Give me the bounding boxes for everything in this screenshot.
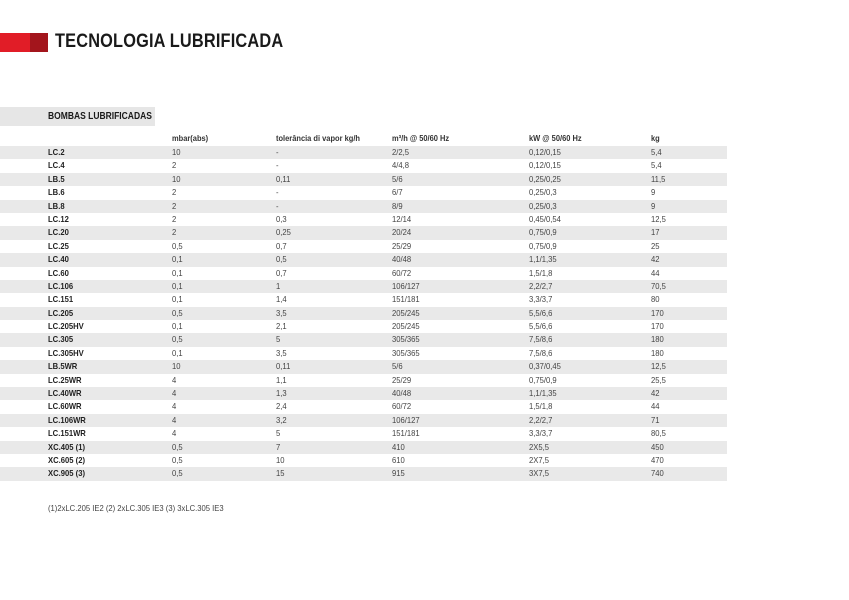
cell-flow: 106/127 xyxy=(392,280,420,291)
cell-mbar: 10 xyxy=(172,147,181,157)
cell-vapor-tolerance: 5 xyxy=(276,334,281,345)
table-row xyxy=(0,280,727,293)
cell-model: LC.25 xyxy=(48,240,69,251)
cell-model: LC.305HV xyxy=(48,347,84,358)
cell-flow: 40/48 xyxy=(392,388,412,399)
table-row xyxy=(0,293,727,306)
cell-flow: 40/48 xyxy=(392,254,412,265)
cell-vapor-tolerance: 1,1 xyxy=(276,374,287,385)
cell-mbar: 0,5 xyxy=(172,468,183,479)
accent-block-red xyxy=(0,33,30,52)
cell-model: LC.151 xyxy=(48,294,74,305)
cell-mbar: 0,5 xyxy=(172,334,183,345)
cell-mbar: 2 xyxy=(172,227,177,238)
cell-flow: 305/365 xyxy=(392,347,420,358)
cell-power: 3X7,5 xyxy=(529,468,549,479)
cell-mbar: 2 xyxy=(172,187,177,198)
cell-weight: 71 xyxy=(651,414,660,425)
cell-model: LC.106WR xyxy=(48,414,86,425)
table-row xyxy=(0,213,727,226)
table-row xyxy=(0,454,727,467)
cell-power: 7,5/8,6 xyxy=(529,347,553,358)
cell-flow: 151/181 xyxy=(392,294,420,305)
cell-flow: 25/29 xyxy=(392,374,412,385)
cell-model: LC.40 xyxy=(48,254,69,265)
page-title: TECNOLOGIA LUBRIFICADA xyxy=(55,31,284,52)
table-row xyxy=(0,186,727,199)
cell-mbar: 10 xyxy=(172,173,181,184)
table-row xyxy=(0,253,727,266)
cell-mbar: 0,1 xyxy=(172,280,183,291)
cell-power: 2X5,5 xyxy=(529,441,549,452)
cell-vapor-tolerance: - xyxy=(276,187,279,198)
table-row xyxy=(0,427,727,440)
cell-mbar: 0,1 xyxy=(172,267,183,278)
cell-flow: 151/181 xyxy=(392,428,420,439)
table-row xyxy=(0,441,727,454)
cell-mbar: 0,5 xyxy=(172,240,183,251)
cell-weight: 80 xyxy=(651,294,660,305)
cell-vapor-tolerance: 2,1 xyxy=(276,321,287,332)
cell-mbar: 2 xyxy=(172,213,177,224)
cell-power: 0,45/0,54 xyxy=(529,213,561,224)
section-label: BOMBAS LUBRIFICADAS xyxy=(48,111,152,122)
cell-weight: 25 xyxy=(651,240,660,251)
cell-model: LC.60 xyxy=(48,267,69,278)
cell-model: LC.205HV xyxy=(48,321,84,332)
cell-weight: 70,5 xyxy=(651,280,666,291)
cell-vapor-tolerance: 0,5 xyxy=(276,254,287,265)
cell-flow: 2/2,5 xyxy=(392,147,410,157)
cell-vapor-tolerance: 5 xyxy=(276,428,281,439)
cell-mbar: 0,5 xyxy=(172,454,183,465)
cell-vapor-tolerance: 7 xyxy=(276,441,281,452)
cell-mbar: 4 xyxy=(172,388,177,399)
cell-vapor-tolerance: 3,5 xyxy=(276,347,287,358)
cell-vapor-tolerance: 15 xyxy=(276,468,285,479)
table-row xyxy=(0,173,727,186)
cell-weight: 180 xyxy=(651,334,664,345)
cell-mbar: 0,1 xyxy=(172,294,183,305)
table-row xyxy=(0,226,727,239)
cell-power: 5,5/6,6 xyxy=(529,321,553,332)
cell-mbar: 0,1 xyxy=(172,254,183,265)
header-flow: m³/h @ 50/60 Hz xyxy=(392,133,450,143)
cell-vapor-tolerance: - xyxy=(276,147,279,157)
cell-mbar: 2 xyxy=(172,200,177,211)
cell-flow: 60/72 xyxy=(392,267,412,278)
cell-model: LC.4 xyxy=(48,160,65,171)
footnote: (1)2xLC.205 IE2 (2) 2xLC.305 IE3 (3) 3xLC.305 IE3 xyxy=(48,503,224,513)
cell-power: 0,25/0,25 xyxy=(529,173,561,184)
header-vapor-tolerance: tolerância di vapor kg/h xyxy=(276,133,360,143)
cell-flow: 106/127 xyxy=(392,414,420,425)
cell-weight: 5,4 xyxy=(651,147,662,157)
cell-power: 3,3/3,7 xyxy=(529,428,553,439)
cell-flow: 60/72 xyxy=(392,401,412,412)
table-row xyxy=(0,333,727,346)
cell-vapor-tolerance: - xyxy=(276,160,279,171)
header-mbar: mbar(abs) xyxy=(172,133,209,143)
cell-mbar: 4 xyxy=(172,401,177,412)
cell-weight: 12,5 xyxy=(651,213,666,224)
title-accent-bar xyxy=(0,33,48,52)
cell-model: LC.305 xyxy=(48,334,74,345)
cell-power: 0,25/0,3 xyxy=(529,187,557,198)
cell-model: LC.20 xyxy=(48,227,69,238)
cell-model: LC.2 xyxy=(48,147,65,157)
cell-model: XC.905 (3) xyxy=(48,468,85,479)
cell-weight: 12,5 xyxy=(651,361,666,372)
cell-vapor-tolerance: 1,4 xyxy=(276,294,287,305)
cell-power: 0,75/0,9 xyxy=(529,374,557,385)
cell-power: 0,37/0,45 xyxy=(529,361,561,372)
cell-mbar: 0,5 xyxy=(172,441,183,452)
table-header xyxy=(0,133,730,146)
cell-flow: 8/9 xyxy=(392,200,403,211)
cell-power: 1,5/1,8 xyxy=(529,401,553,412)
cell-weight: 180 xyxy=(651,347,664,358)
cell-vapor-tolerance: 1,3 xyxy=(276,388,287,399)
table-row xyxy=(0,320,727,333)
cell-model: LC.40WR xyxy=(48,388,82,399)
table-row xyxy=(0,267,727,280)
cell-model: XC.405 (1) xyxy=(48,441,85,452)
cell-power: 0,12/0,15 xyxy=(529,160,561,171)
cell-mbar: 4 xyxy=(172,374,177,385)
cell-model: LC.60WR xyxy=(48,401,82,412)
cell-weight: 17 xyxy=(651,227,660,238)
cell-model: LC.151WR xyxy=(48,428,86,439)
cell-mbar: 0,1 xyxy=(172,347,183,358)
cell-vapor-tolerance: 0,3 xyxy=(276,213,287,224)
cell-flow: 5/6 xyxy=(392,361,403,372)
cell-power: 0,25/0,3 xyxy=(529,200,557,211)
cell-weight: 25,5 xyxy=(651,374,666,385)
cell-power: 2,2/2,7 xyxy=(529,414,553,425)
cell-model: LB.5WR xyxy=(48,361,78,372)
cell-model: LC.205 xyxy=(48,307,74,318)
cell-vapor-tolerance: 0,7 xyxy=(276,267,287,278)
cell-weight: 5,4 xyxy=(651,160,662,171)
cell-weight: 44 xyxy=(651,401,660,412)
cell-flow: 25/29 xyxy=(392,240,412,251)
cell-model: LB.5 xyxy=(48,173,65,184)
cell-power: 0,75/0,9 xyxy=(529,227,557,238)
header-power: kW @ 50/60 Hz xyxy=(529,133,582,143)
cell-vapor-tolerance: 0,11 xyxy=(276,173,291,184)
cell-weight: 44 xyxy=(651,267,660,278)
cell-power: 0,12/0,15 xyxy=(529,147,561,157)
table-row xyxy=(0,146,727,159)
cell-vapor-tolerance: 3,5 xyxy=(276,307,287,318)
cell-mbar: 0,1 xyxy=(172,321,183,332)
cell-weight: 170 xyxy=(651,321,664,332)
cell-vapor-tolerance: 10 xyxy=(276,454,285,465)
cell-model: LC.25WR xyxy=(48,374,82,385)
cell-vapor-tolerance: 0,11 xyxy=(276,361,291,372)
table-row xyxy=(0,400,727,413)
cell-vapor-tolerance: - xyxy=(276,200,279,211)
cell-vapor-tolerance: 1 xyxy=(276,280,281,291)
cell-mbar: 4 xyxy=(172,428,177,439)
cell-power: 0,75/0,9 xyxy=(529,240,557,251)
cell-weight: 42 xyxy=(651,388,660,399)
table-row xyxy=(0,467,727,480)
cell-flow: 205/245 xyxy=(392,307,420,318)
cell-mbar: 4 xyxy=(172,414,177,425)
cell-mbar: 0,5 xyxy=(172,307,183,318)
cell-power: 1,1/1,35 xyxy=(529,254,557,265)
cell-vapor-tolerance: 3,2 xyxy=(276,414,287,425)
table-row xyxy=(0,307,727,320)
table-row xyxy=(0,387,727,400)
cell-mbar: 2 xyxy=(172,160,177,171)
cell-mbar: 10 xyxy=(172,361,181,372)
cell-weight: 740 xyxy=(651,468,664,479)
cell-weight: 9 xyxy=(651,187,656,198)
cell-power: 7,5/8,6 xyxy=(529,334,553,345)
cell-weight: 80,5 xyxy=(651,428,666,439)
table-row xyxy=(0,159,727,172)
cell-power: 5,5/6,6 xyxy=(529,307,553,318)
cell-vapor-tolerance: 0,7 xyxy=(276,240,287,251)
header-weight: kg xyxy=(651,133,660,143)
cell-flow: 205/245 xyxy=(392,321,420,332)
table-row xyxy=(0,374,727,387)
table-row xyxy=(0,360,727,373)
pump-table xyxy=(0,146,727,481)
table-row xyxy=(0,200,727,213)
cell-weight: 470 xyxy=(651,454,664,465)
cell-weight: 42 xyxy=(651,254,660,265)
table-row xyxy=(0,347,727,360)
cell-weight: 11,5 xyxy=(651,173,666,184)
cell-weight: 9 xyxy=(651,200,656,211)
cell-weight: 450 xyxy=(651,441,664,452)
cell-weight: 170 xyxy=(651,307,664,318)
cell-power: 2X7,5 xyxy=(529,454,549,465)
table-row xyxy=(0,414,727,427)
cell-model: LC.106 xyxy=(48,280,74,291)
table-row xyxy=(0,240,727,253)
cell-flow: 12/14 xyxy=(392,213,412,224)
cell-flow: 610 xyxy=(392,454,405,465)
cell-power: 3,3/3,7 xyxy=(529,294,553,305)
cell-power: 1,1/1,35 xyxy=(529,388,557,399)
cell-vapor-tolerance: 2,4 xyxy=(276,401,287,412)
cell-flow: 5/6 xyxy=(392,173,403,184)
cell-flow: 915 xyxy=(392,468,405,479)
cell-model: LB.8 xyxy=(48,200,65,211)
cell-flow: 305/365 xyxy=(392,334,420,345)
cell-model: LC.12 xyxy=(48,213,69,224)
cell-flow: 6/7 xyxy=(392,187,403,198)
cell-model: LB.6 xyxy=(48,187,65,198)
cell-flow: 20/24 xyxy=(392,227,412,238)
cell-flow: 410 xyxy=(392,441,405,452)
cell-power: 2,2/2,7 xyxy=(529,280,553,291)
accent-block-dark-red xyxy=(30,33,48,52)
cell-vapor-tolerance: 0,25 xyxy=(276,227,291,238)
cell-power: 1,5/1,8 xyxy=(529,267,553,278)
cell-model: XC.605 (2) xyxy=(48,454,85,465)
cell-flow: 4/4,8 xyxy=(392,160,410,171)
